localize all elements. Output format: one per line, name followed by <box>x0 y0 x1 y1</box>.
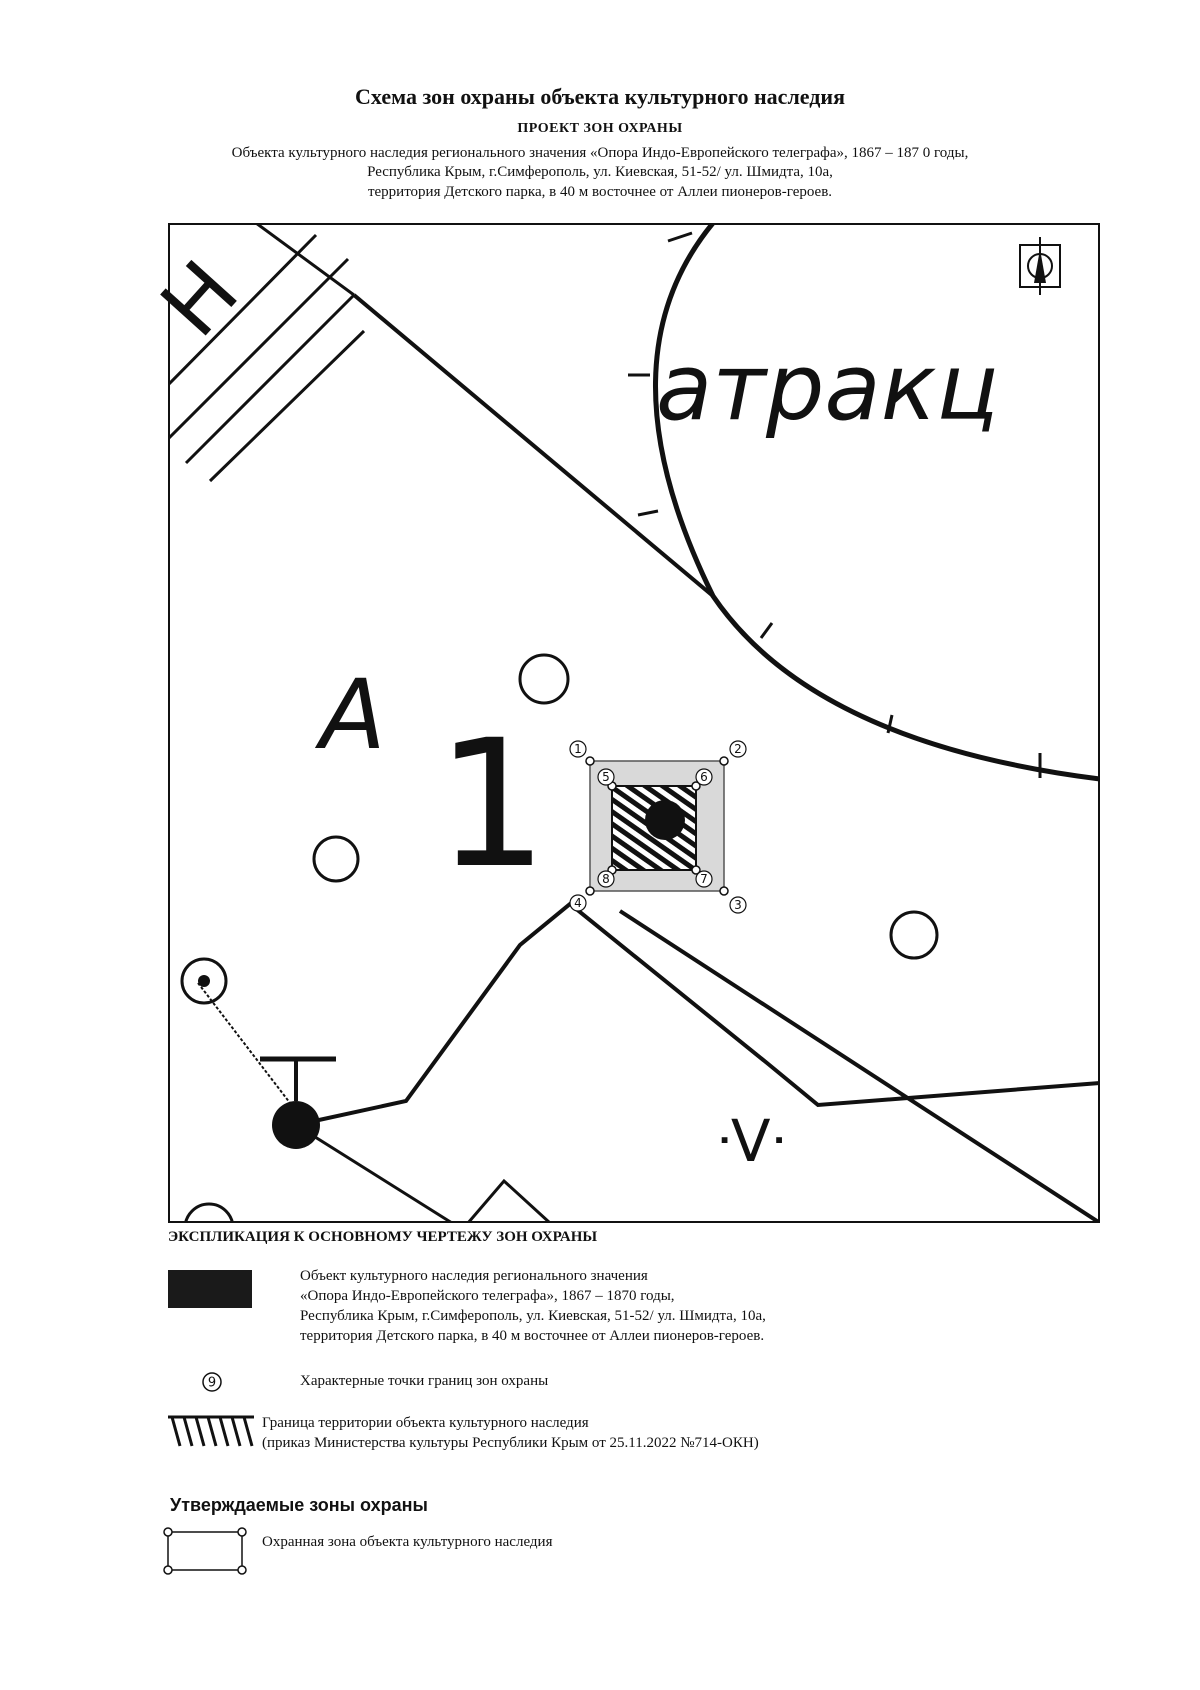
approved-zones-title: Утверждаемые зоны охраны <box>170 1495 428 1515</box>
point-marker-2 <box>720 741 746 765</box>
legend-point-symbol-icon <box>200 1370 224 1394</box>
protection-zones-map <box>142 223 1100 1223</box>
map-label-number-1: 1 <box>436 702 548 907</box>
svg-text:3: 3 <box>734 898 742 912</box>
map-label-letter-a: А <box>320 659 386 771</box>
tree-symbols <box>185 655 937 1252</box>
point-marker-3 <box>720 887 746 913</box>
project-subtitle: ПРОЕКТ ЗОН ОХРАНЫ <box>517 121 683 136</box>
object-point <box>645 800 685 840</box>
object-description-line: Объекта культурного наследия регионального значения «Опора Индо-Европейского телеграфа», 1867 – 187 0 годы, <box>231 145 969 161</box>
legend-zone-symbol-icon <box>162 1526 250 1576</box>
svg-text:7: 7 <box>700 872 708 886</box>
legend-object-text: Объект культурного наследия регионального значения «Опора Индо-Европейского телеграфа», 1867 – 1870 годы, Республика Крым, г.Симферополь, ул. Киевская, 51-52/ ул. Шмидта, 10а, территория Детского парка, в 40 м восточнее от Аллеи пионеров-героев. <box>300 1268 766 1344</box>
boundary-line-south <box>296 904 1100 1125</box>
legend-points-text: Характерные точки границ зон охраны <box>300 1373 549 1389</box>
amusement-area-arc <box>656 223 1101 779</box>
page-title: Схема зон охраны объекта культурного наследия <box>355 84 845 109</box>
svg-text:2: 2 <box>734 742 742 756</box>
legend-object-swatch <box>168 1270 252 1308</box>
point-marker-4 <box>570 887 594 911</box>
map-label-meadow: ᐧVᐧ <box>716 1107 786 1175</box>
north-arrow-icon <box>1020 237 1060 295</box>
svg-text:8: 8 <box>602 872 610 886</box>
legend-zone-text: Охранная зона объекта культурного наследия <box>262 1534 553 1550</box>
explication-title: ЭКСПЛИКАЦИЯ К ОСНОВНОМУ ЧЕРТЕЖУ ЗОН ОХРАНЫ <box>168 1229 598 1245</box>
svg-text:6: 6 <box>700 770 708 784</box>
map-label-area: атракц <box>656 334 999 441</box>
arc-ticks <box>628 233 1040 778</box>
pole-symbol <box>260 1059 336 1149</box>
object-address-line: Республика Крым, г.Симферополь, ул. Киевская, 51-52/ ул. Шмидта, 10а, <box>367 164 833 180</box>
boundary-line-east <box>620 911 1100 1223</box>
legend-boundary-text: Граница территории объекта культурного наследия (приказ Министерства культуры Республики Крым от 25.11.2022 №714-ОКН) <box>262 1415 759 1451</box>
svg-text:9: 9 <box>207 1375 217 1391</box>
boundary-line-southwest <box>296 1125 452 1223</box>
object-location-line: территория Детского парка, в 40 м восточнее от Аллеи пионеров-героев. <box>367 184 833 200</box>
svg-text:4: 4 <box>574 896 582 910</box>
svg-text:1: 1 <box>574 742 582 756</box>
point-marker-1 <box>570 741 594 765</box>
boundary-line-bottom <box>468 1181 550 1223</box>
legend-boundary-hatch-icon <box>168 1414 254 1448</box>
map-label-letter-n: Н <box>142 242 258 356</box>
svg-text:5: 5 <box>602 770 610 784</box>
